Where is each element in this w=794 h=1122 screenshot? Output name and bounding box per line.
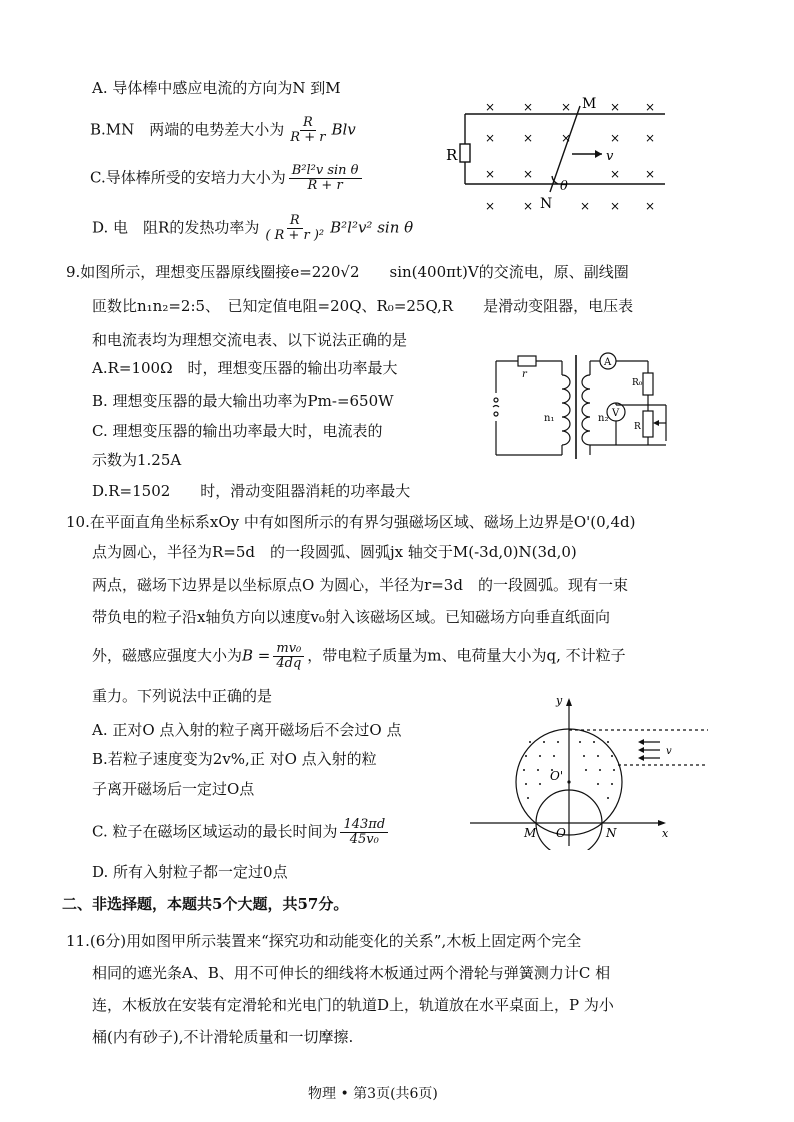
cross-icon: ×: [610, 131, 621, 145]
cross-icon: ×: [485, 199, 496, 213]
cross-icon: ×: [523, 131, 534, 145]
q10-stem-line2: 点为圆心，半径为R=5d 的一段圆弧、圆弧jx 轴交于M(-3d,0)N(3d,0): [92, 543, 577, 561]
q8-option-b-fraction: [287, 116, 328, 145]
fraction-denominator: R + r: [307, 178, 343, 193]
q8-option-b-tail: Blv: [331, 120, 356, 139]
label-n: N: [540, 196, 553, 212]
cross-icon: ×: [610, 100, 621, 114]
label-r0: R₀: [632, 378, 643, 388]
q10-option-c: [92, 818, 391, 847]
q9-stem-line3: 和电流表均为理想交流电表、以下说法正确的是: [92, 331, 408, 349]
q10-option-a: A. 正对O 点入射的粒子离开磁场后不会过O 点: [92, 721, 402, 739]
label-theta: θ: [560, 179, 568, 194]
q8-option-d: [92, 214, 413, 243]
ammeter-icon: A: [604, 357, 612, 368]
q8-option-c: [90, 164, 365, 193]
cross-icon: ×: [610, 199, 621, 213]
q9-option-c-line1: C. 理想变压器的输出功率最大时，电流表的: [92, 422, 383, 440]
q10-option-b-line1: B.若粒子速度变为2v%,正 对O 点入射的粒: [92, 750, 377, 768]
label-o-prime: O': [550, 769, 564, 783]
label-m: M: [524, 826, 537, 840]
q10-option-c-text: C. 粒子在磁场区域运动的最长时间为: [92, 822, 338, 841]
cross-icon: ×: [523, 167, 534, 181]
label-m: M: [582, 96, 597, 112]
magnetic-field-crosses: [485, 100, 655, 213]
label-r-small: r: [522, 369, 527, 380]
q10-line5-text: 外，磁感应强度大小为: [92, 646, 243, 665]
cross-icon: ×: [561, 100, 572, 114]
q10-option-c-fraction: [340, 818, 388, 847]
cross-icon: ×: [523, 100, 534, 114]
cross-icon: ×: [645, 199, 656, 213]
q10-stem-line3: 两点，磁场下边界是以坐标原点O 为圆心，半径为r=3d 的一段圆弧。现有一束: [92, 576, 628, 594]
q8-rail-figure: [440, 92, 670, 222]
cross-icon: ×: [645, 100, 656, 114]
q8-option-b: [90, 116, 356, 145]
q9-option-d: D.R=1502 时，滑动变阻器消耗的功率最大: [92, 482, 411, 500]
q8-option-d-tail: B²l²v² sin θ: [330, 218, 414, 237]
q10-line5-b: B =: [242, 646, 271, 665]
q9-option-a: A.R=100Ω 时，理想变压器的输出功率最大: [92, 359, 398, 377]
fraction-numerator: R: [300, 116, 316, 131]
q11-stem-line4: 桶(内有砂子),不计滑轮质量和一切摩擦.: [92, 1028, 354, 1046]
q8-option-c-text: C.导体棒所受的安培力大小为: [90, 168, 286, 187]
q9-stem-line1: 9.如图所示，理想变压器原线圈接e=220√2 sin(400πt)V的交流电，原、副线圈: [66, 263, 629, 281]
q10-stem-line4: 带负电的粒子沿x轴负方向以速度v₀射入该磁场区域。已知磁场方向垂直纸面向: [92, 608, 610, 626]
cross-icon: ×: [561, 131, 572, 145]
q8-option-b-text: B.MN 两端的电势差大小为: [90, 120, 285, 139]
q11-stem-line2: 相同的遮光条A、B、用不可伸长的细线将木板通过两个滑轮与弹簧测力计C 相: [92, 964, 611, 982]
q8-option-d-text: D. 电 阻R的发热功率为: [92, 218, 260, 237]
fraction-denominator: 45v₀: [349, 832, 379, 847]
q9-transformer-circuit: [488, 345, 678, 463]
fraction-numerator: B²l²v sin θ: [289, 164, 362, 179]
q10-line5-tail: ，带电粒子质量为m、电荷量大小为q, 不计粒子: [307, 646, 626, 665]
q8-option-d-fraction: [262, 214, 327, 243]
q10-stem-line5: [92, 642, 626, 671]
label-v: v: [666, 746, 672, 757]
page-footer: 物理 • 第3页(共6页): [308, 1086, 438, 1102]
cross-icon: ×: [485, 131, 496, 145]
cross-icon: ×: [610, 167, 621, 181]
q9-stem-line2: 匝数比n₁n₂=2:5、 已知定值电阻=20Q、R₀=25Q,R 是滑动变阻器，电压表: [92, 297, 634, 315]
label-n2: n₂: [598, 413, 609, 424]
q11-stem-line1: 11.(6分)用如图甲所示装置来“探究功和动能变化的关系”,木板上固定两个完全: [66, 932, 582, 950]
q9-option-c-line2: 示数为1.25A: [92, 451, 182, 469]
label-n: N: [606, 826, 617, 840]
cross-icon: ×: [645, 131, 656, 145]
section-heading: 二、非选择题，本题共5个大题，共57分。: [62, 895, 349, 913]
q10-b-fraction: [273, 642, 304, 671]
q8-option-c-fraction: [289, 164, 362, 193]
q10-stem-line1: 10.在平面直角坐标系xOy 中有如图所示的有界匀强磁场区域、磁场上边界是O'(0,4d): [66, 513, 636, 531]
label-r: R: [634, 422, 641, 432]
fraction-numerator: R: [287, 214, 303, 229]
axis-x-label: x: [662, 827, 669, 840]
fraction-numerator: mv₀: [273, 642, 304, 657]
axis-y-label: y: [556, 694, 563, 707]
label-n1: n₁: [544, 413, 555, 424]
cross-icon: ×: [523, 199, 534, 213]
fraction-numerator: 143πd: [340, 818, 388, 833]
q10-option-d: D. 所有入射粒子都一定过0点: [92, 863, 288, 881]
q11-stem-line3: 连，木板放在安装有定滑轮和光电门的轨道D上，轨道放在水平桌面上，P 为小: [92, 996, 614, 1014]
q9-option-b: B. 理想变压器的最大输出功率为Pm-=650W: [92, 392, 394, 410]
cross-icon: ×: [645, 167, 656, 181]
q10-magnetic-field-figure: [468, 690, 718, 850]
fraction-denominator: 4dq: [276, 656, 302, 671]
q10-stem-line6: 重力。下列说法中正确的是: [92, 687, 273, 705]
label-r: R: [446, 146, 458, 164]
cross-icon: ×: [580, 199, 591, 213]
label-v: v: [606, 149, 614, 164]
voltmeter-icon: V: [612, 408, 620, 419]
label-o: O: [556, 826, 566, 840]
fraction-denominator: R + r: [290, 130, 326, 145]
q10-option-b-line2: 子离开磁场后一定过O点: [92, 780, 255, 798]
q8-option-a: A. 导体棒中感应电流的方向为N 到M: [92, 79, 341, 97]
cross-icon: ×: [485, 167, 496, 181]
fraction-denominator: ( R + r )²: [265, 228, 325, 243]
cross-icon: ×: [485, 100, 496, 114]
